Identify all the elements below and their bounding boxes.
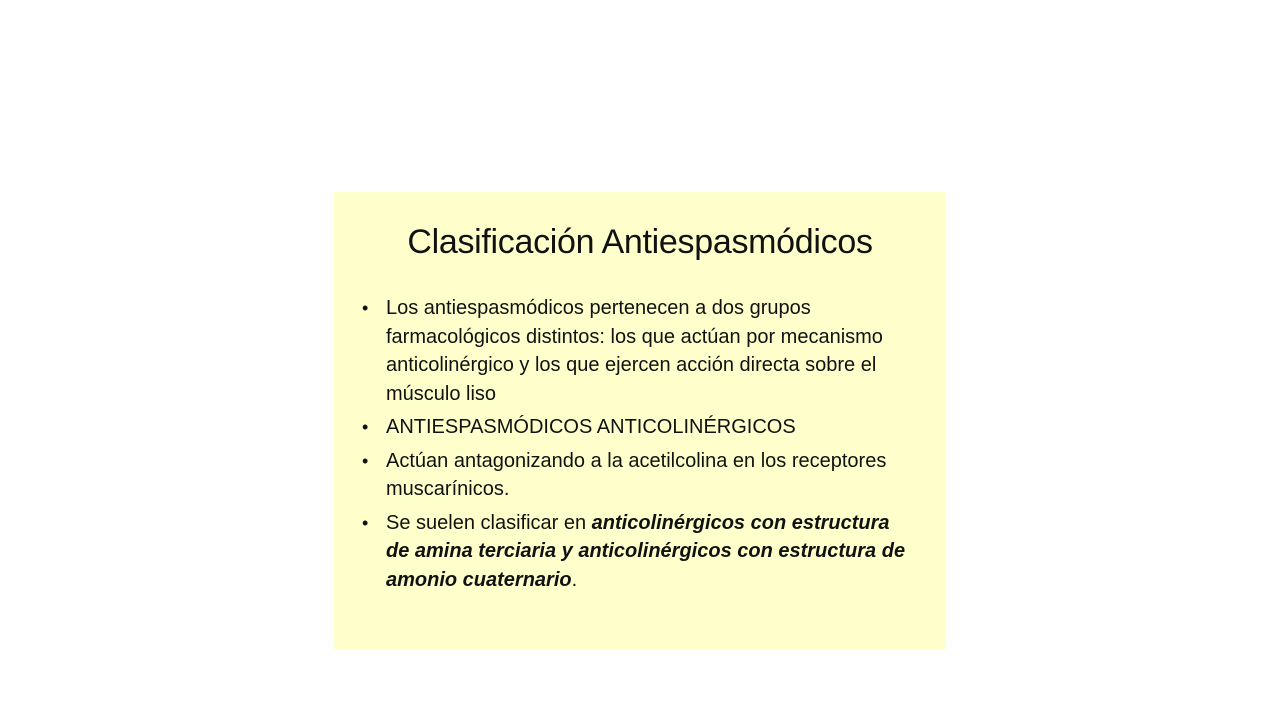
bullet-text: Los antiespasmódicos pertenecen a dos grupos farmacológicos distintos: los que actúan por mecanismo anticolinérgico y los que ejercen acción directa sobre el músculo liso: [386, 297, 883, 405]
bullet-text-suffix: .: [571, 568, 578, 591]
bullet-item-2: [360, 413, 916, 442]
bullet-item-4: [360, 509, 916, 595]
bullet-dot-icon: •: [362, 512, 369, 533]
bullet-item-1: [360, 294, 916, 408]
bullet-item-3: [360, 447, 916, 504]
bullet-text: ANTIESPASMÓDICOS ANTICOLINÉRGICOS: [386, 416, 796, 438]
bullet-text-emphasis: anticolinérgicos con estructura de amina terciaria y anticolinérgicos con estructura de amonio cuaternario: [386, 511, 906, 591]
bullet-list: [360, 294, 916, 599]
bullet-dot-icon: •: [362, 417, 369, 437]
bullet-text-prefix: Se suelen clasificar en: [386, 511, 592, 534]
bullet-text: Actúan antagonizando a la acetilcolina en los receptores muscarínicos.: [386, 449, 887, 500]
slide-title: Clasificación Antiespasmódicos: [407, 223, 873, 261]
bullet-dot-icon: •: [362, 450, 369, 471]
bullet-dot-icon: •: [362, 298, 369, 318]
slide-content-box: [334, 192, 946, 649]
